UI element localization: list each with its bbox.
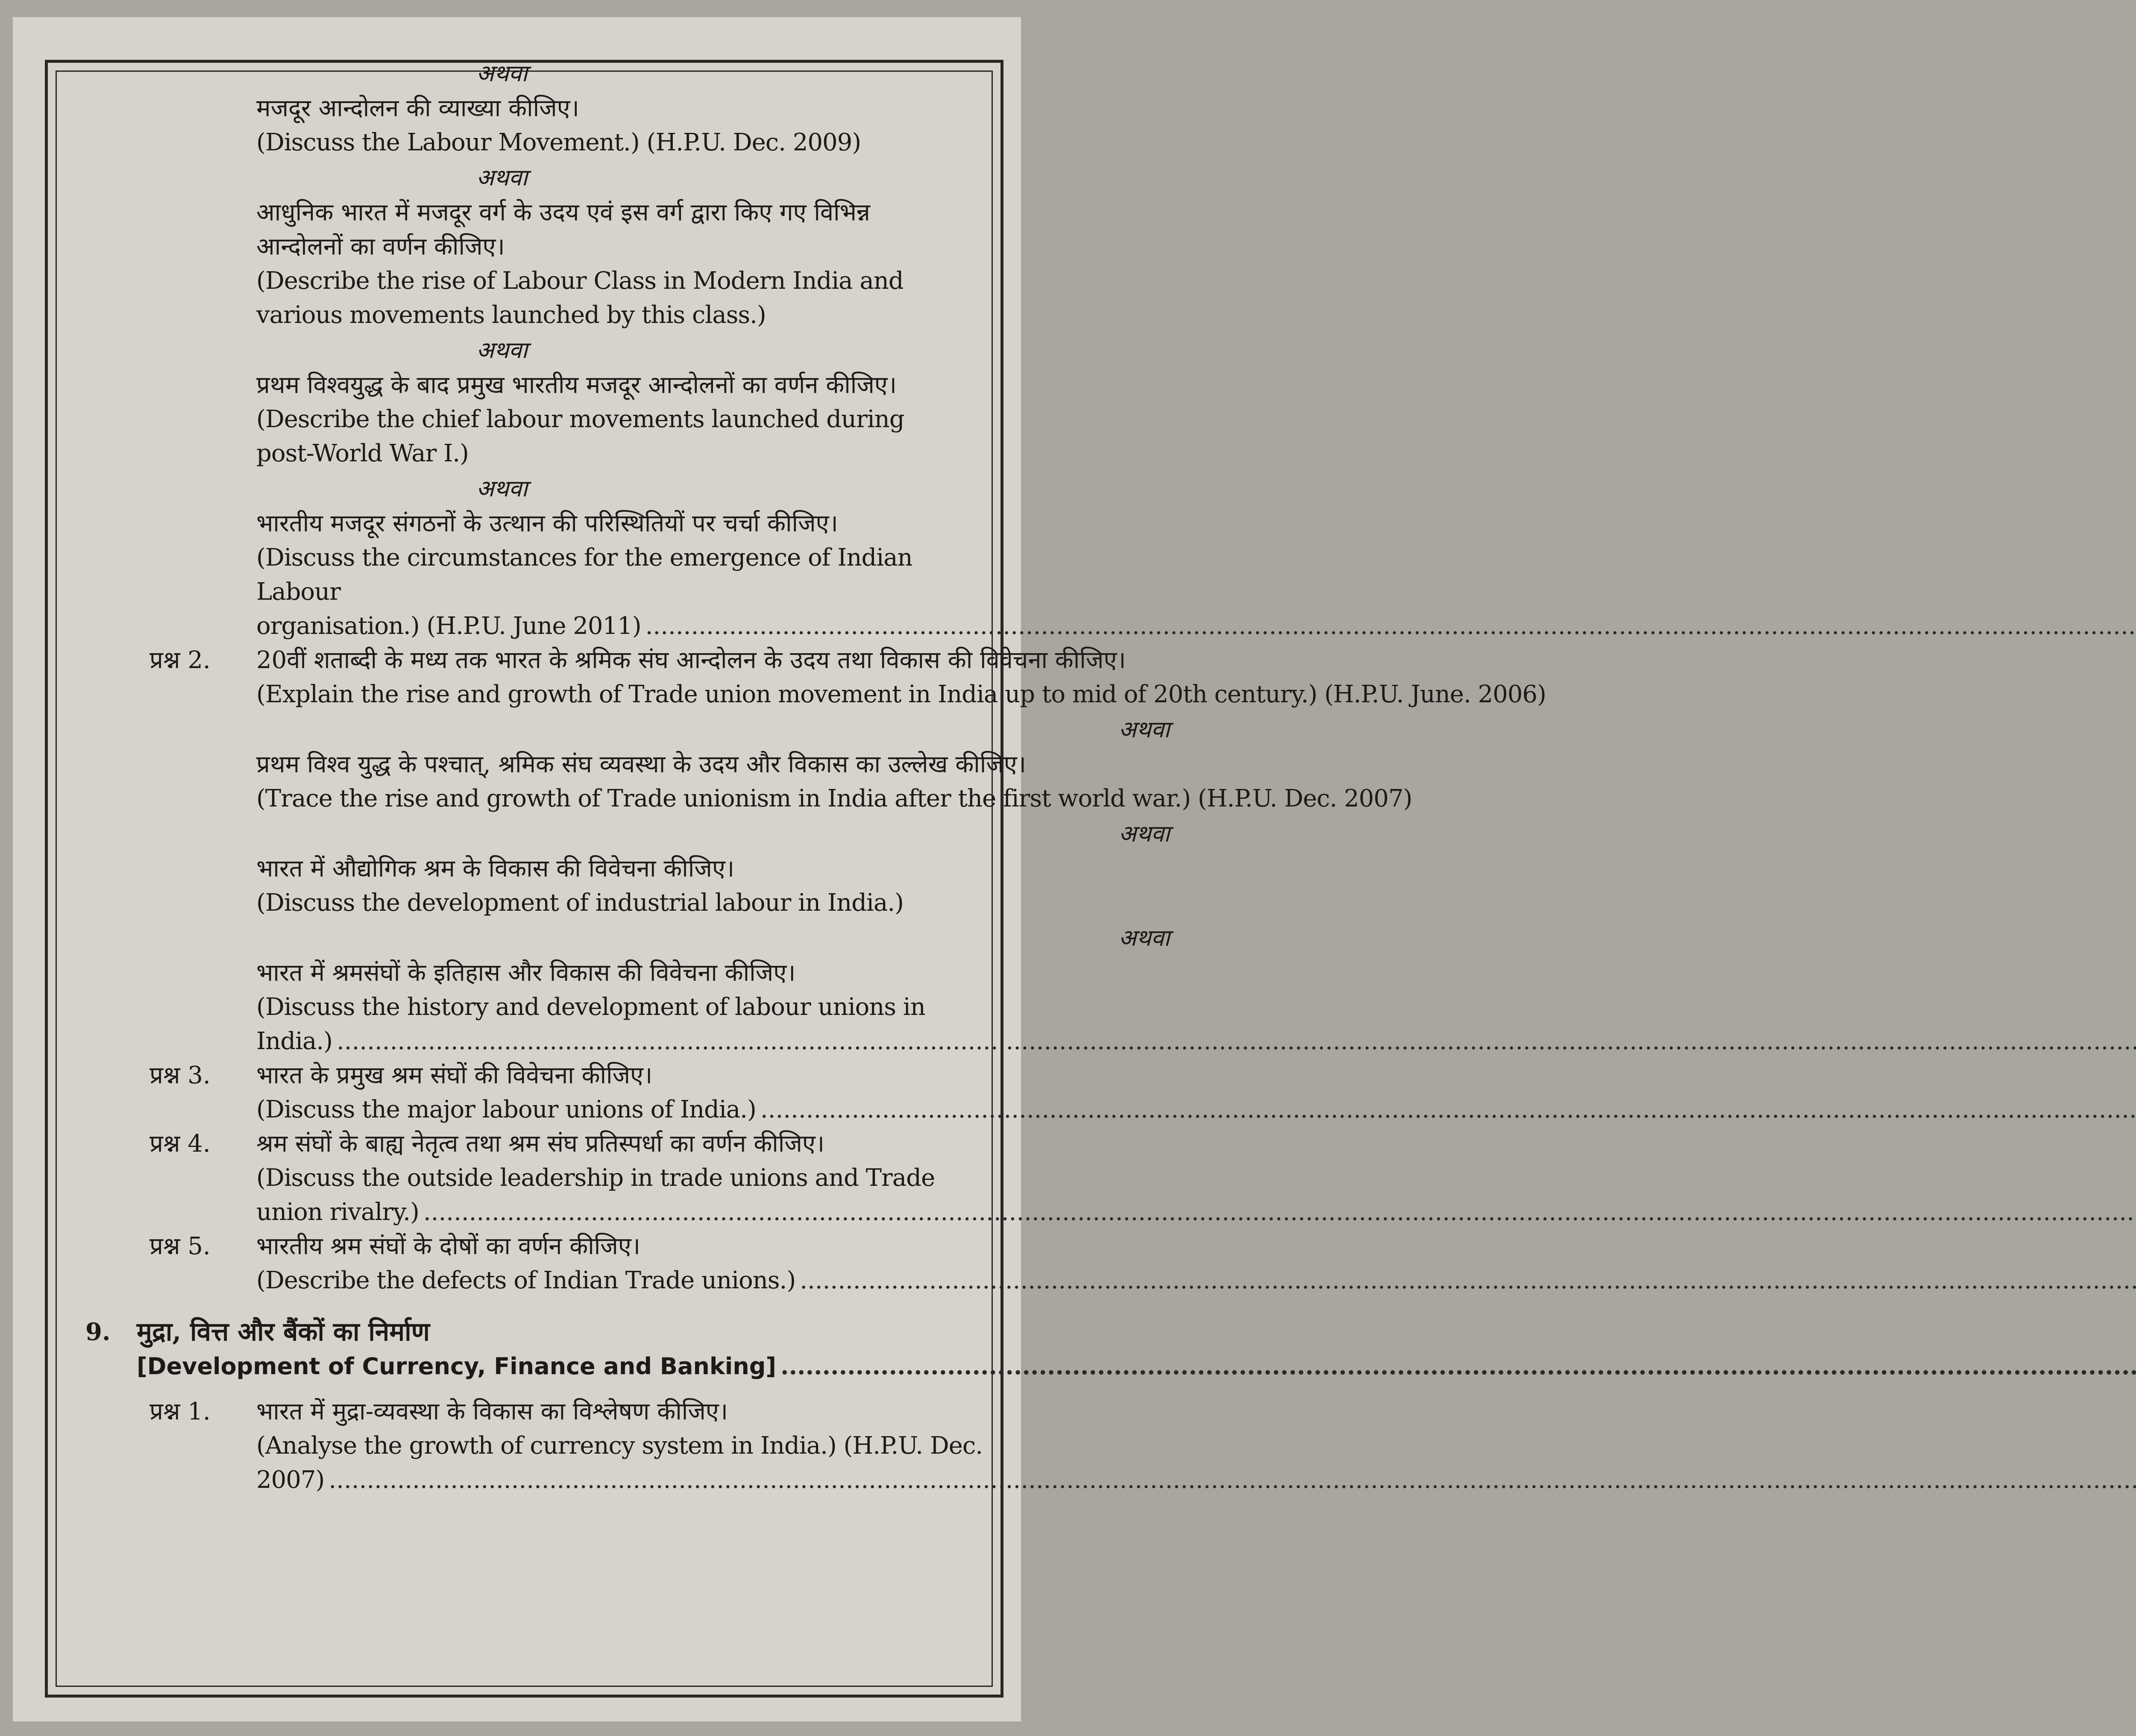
toc-entry-line	[137, 1349, 2136, 1384]
question-text-hindi: प्रथम विश्वयुद्ध के बाद प्रमुख भारतीय मजदूर आन्दोलनों का वर्णन कीजिए।	[256, 371, 897, 399]
question-text-english: (Discuss the circumstances for the emergence of Indian Labour	[256, 544, 912, 606]
dot-leader	[760, 1093, 2136, 1127]
chapter-number: 9.	[85, 1318, 111, 1346]
question-text-hindi: भारत में श्रमसंघों के इतिहास और विकास की विवेचना कीजिए।	[256, 959, 796, 987]
question-text-english: organisation.) (H.P.U. June 2011)	[256, 612, 641, 640]
dot-leader	[645, 609, 2136, 643]
question-text-english: (Discuss the outside leadership in trade unions and Trade	[256, 1164, 935, 1192]
question-text-english: (Explain the rise and growth of Trade union movement in India up to mid of 20th century.) (H.P.U. June. 2006)	[256, 680, 1546, 708]
toc-entry-line	[256, 1093, 2136, 1127]
question-text-hindi: श्रम संघों के बाह्य नेतृत्व तथा श्रम संघ प्रतिस्पर्धा का वर्णन कीजिए।	[256, 1130, 825, 1158]
question-number: प्रश्न 3.	[150, 1062, 211, 1089]
question-text-english: (Discuss the major labour unions of India.)	[256, 1096, 756, 1123]
toc-entry-line	[256, 609, 927, 643]
dot-leader	[329, 1463, 2136, 1497]
athva-separator: अथवा	[476, 337, 528, 364]
question-text-hindi: मजदूर आन्दोलन की व्याख्या कीजिए।	[256, 94, 579, 122]
question-text-hindi: भारत में औद्योगिक श्रम के विकास की विवेचना कीजिए।	[256, 855, 735, 883]
chapter-9-question-1	[77, 1395, 983, 1497]
question-3	[77, 1059, 927, 1127]
toc-entry-line	[256, 1463, 2136, 1497]
question-text-hindi: भारत के प्रमुख श्रम संघों की विवेचना कीजिए।	[256, 1062, 653, 1089]
question-text-english: (Describe the rise of Labour Class in Modern India and various movements launched by this class.)	[256, 267, 904, 329]
question-text-english: (Describe the defects of Indian Trade unions.)	[256, 1267, 796, 1294]
toc-entry-line	[256, 1024, 2136, 1059]
dot-leader	[800, 1264, 2136, 1298]
question-text-english: (Discuss the history and development of labour unions in	[256, 993, 925, 1021]
question-text-english: (Trace the rise and growth of Trade unionism in India after the first world war.) (H.P.U. Dec. 2007)	[256, 785, 1412, 812]
question-text-english: union rivalry.)	[256, 1198, 419, 1226]
question-text-english: (Discuss the development of industrial labour in India.)	[256, 889, 904, 917]
athva-separator: अथवा	[476, 60, 528, 87]
question-4	[77, 1127, 935, 1229]
athva-separator: अथवा	[1118, 924, 1170, 951]
toc-entry-line	[256, 1264, 2136, 1298]
dot-leader	[423, 1195, 2136, 1229]
question-text-hindi: भारत में मुद्रा-व्यवस्था के विकास का विश्लेषण कीजिए।	[256, 1398, 728, 1425]
dot-leader	[337, 1024, 2136, 1059]
athva-separator: अथवा	[476, 164, 528, 191]
athva-separator: अथवा	[1118, 716, 1170, 743]
athva-separator: अथवा	[1118, 820, 1170, 847]
question-number: प्रश्न 4.	[150, 1130, 211, 1158]
question-text-hindi: भारतीय श्रम संघों के दोषों का वर्णन कीजिए।	[256, 1232, 640, 1260]
chapter-title-english: [Development of Currency, Finance and Banking]	[137, 1353, 777, 1380]
question-continuation	[256, 56, 927, 643]
dot-leader	[780, 1349, 2136, 1383]
question-text-english: 2007)	[256, 1466, 325, 1494]
toc-entry-line	[256, 1195, 2136, 1229]
question-2	[77, 643, 1546, 1059]
question-number: प्रश्न 5.	[150, 1232, 211, 1260]
question-text-english: (Analyse the growth of currency system in India.) (H.P.U. Dec.	[256, 1432, 983, 1460]
question-text-english: India.)	[256, 1027, 332, 1055]
chapter-9-heading	[77, 1315, 927, 1384]
question-text-hindi: आधुनिक भारत में मजदूर वर्ग के उदय एवं इस वर्ग द्वारा किए गए विभिन्न आन्दोलनों का वर्णन कीजिए।	[256, 199, 870, 261]
question-text-english: (Discuss the Labour Movement.) (H.P.U. Dec. 2009)	[256, 129, 861, 156]
chapter-title-hindi: मुद्रा, वित्त और बैंकों का निर्माण	[137, 1317, 430, 1347]
question-number: प्रश्न 2.	[150, 646, 211, 674]
question-text-english: (Describe the chief labour movements launched during post-World War I.)	[256, 405, 904, 467]
question-text-hindi: भारतीय मजदूर संगठनों के उत्थान की परिस्थितियों पर चर्चा कीजिए।	[256, 510, 838, 537]
contents-list	[77, 56, 1546, 1497]
question-number: प्रश्न 1.	[150, 1398, 211, 1425]
question-text-hindi: 20वीं शताब्दी के मध्य तक भारत के श्रमिक संघ आन्दोलन के उदय तथा विकास की विवेचना कीजिए।	[256, 646, 1126, 674]
athva-separator: अथवा	[476, 475, 528, 502]
question-text-hindi: प्रथम विश्व युद्ध के पश्चात्, श्रमिक संघ व्यवस्था के उदय और विकास का उल्लेख कीजिए।	[256, 751, 1026, 778]
book-page	[13, 17, 1546, 1721]
question-5	[77, 1229, 927, 1298]
